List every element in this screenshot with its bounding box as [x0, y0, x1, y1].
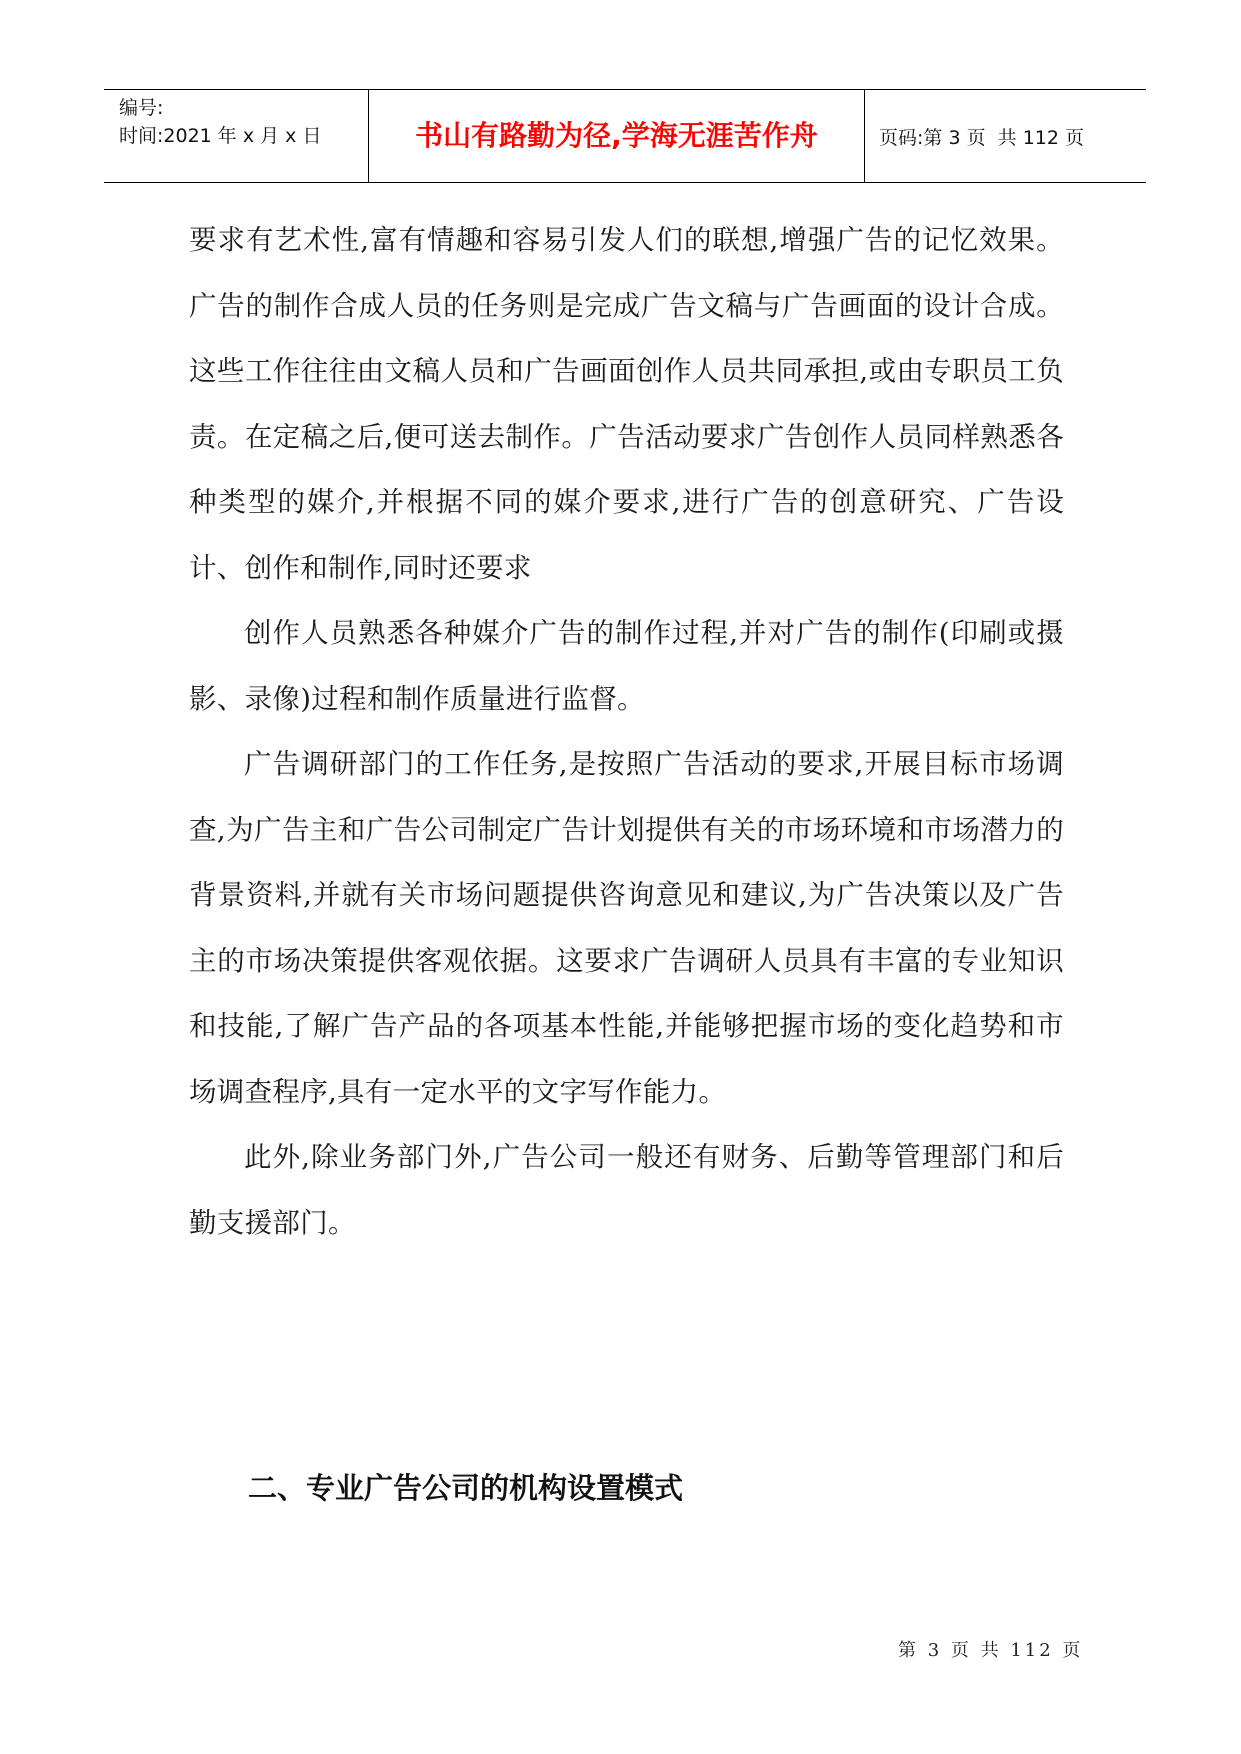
page-header	[104, 89, 1146, 183]
header-meta	[104, 90, 369, 182]
header-page-info: 页码:第 3 页 共 112 页	[879, 126, 1084, 149]
document-body	[189, 208, 1064, 1256]
body-paragraph-1: 要求有艺术性,富有情趣和容易引发人们的联想,增强广告的记忆效果。广告的制作合成人员的任务则是完成广告文稿与广告画面的设计合成。这些工作往往由文稿人员和广告画面创作人员共同承担,或由专职员工负责。在定稿之后,便可送去制作。广告活动要求广告创作人员同样熟悉各种类型的媒介,并根据不同的媒介要求,进行广告的创意研究、广告设计、创作和制作,同时还要求	[189, 224, 1064, 584]
section-heading: 二、专业广告公司的机构设置模式	[248, 1471, 684, 1505]
body-paragraph-3: 广告调研部门的工作任务,是按照广告活动的要求,开展目标市场调查,为广告主和广告公司制定广告计划提供有关的市场环境和市场潜力的背景资料,并就有关市场问题提供咨询意见和建议,为广告决策以及广告主的市场决策提供客观依据。这要求广告调研人员具有丰富的专业知识和技能,了解广告产品的各项基本性能,并能够把握市场的变化趋势和市场调查程序,具有一定水平的文字写作能力。	[189, 748, 1064, 1108]
body-paragraph-2: 创作人员熟悉各种媒介广告的制作过程,并对广告的制作(印刷或摄影、录像)过程和制作质量进行监督。	[189, 617, 1064, 715]
body-paragraph-4: 此外,除业务部门外,广告公司一般还有财务、后勤等管理部门和后勤支援部门。	[189, 1141, 1064, 1239]
page-footer: 第 3 页 共 112 页	[898, 1640, 1084, 1661]
document-number-label: 编号:	[119, 97, 164, 119]
header-motto: 书山有路勤为径,学海无涯苦作舟	[369, 90, 865, 182]
document-date-label: 时间:2021 年 x 月 x 日	[119, 125, 322, 147]
